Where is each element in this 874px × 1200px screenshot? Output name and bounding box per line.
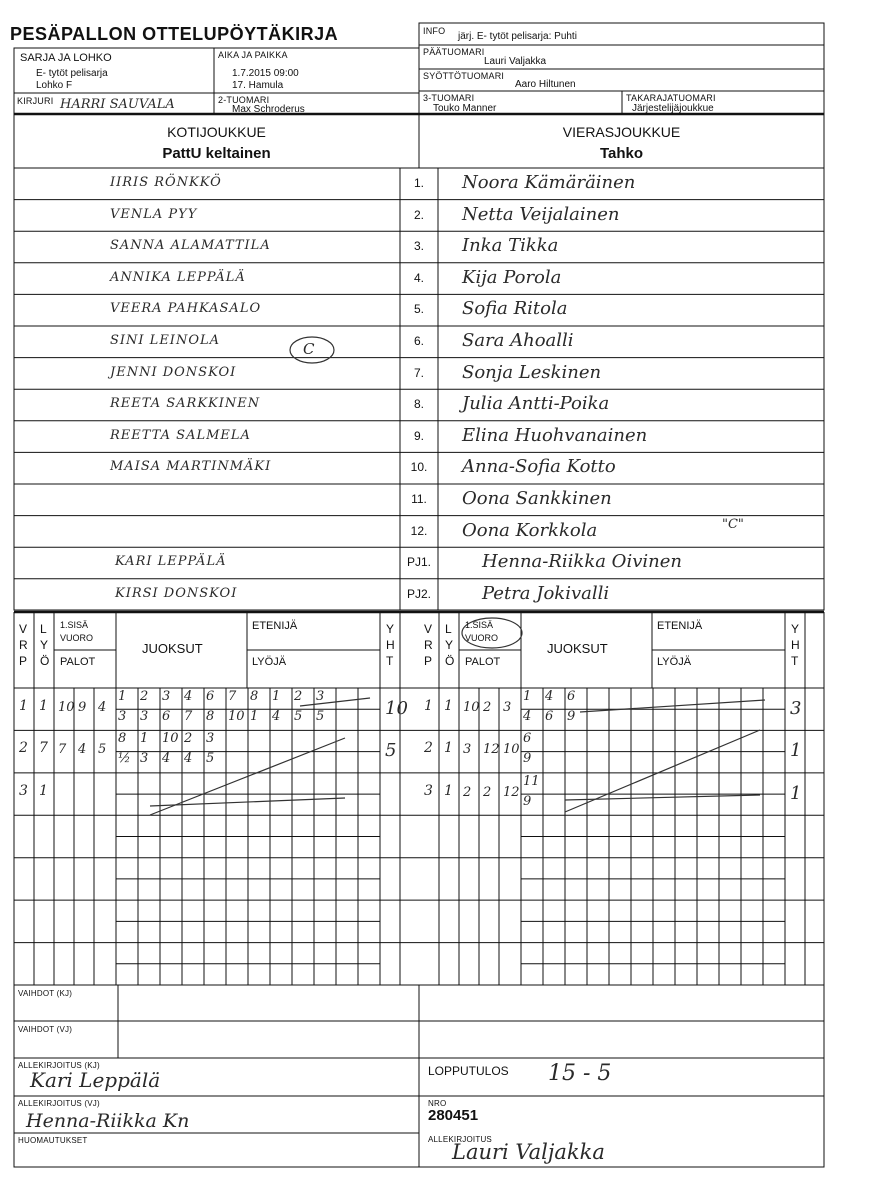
form-title: PESÄPALLON OTTELUPÖYTÄKIRJA <box>10 24 339 44</box>
inning-runner: 3 <box>316 689 325 704</box>
inning-number: 2 <box>19 740 28 757</box>
col-sisa: 1.SISÄ <box>60 620 89 630</box>
inning-ly: 1 <box>39 782 48 799</box>
inning-palot: 4 <box>78 742 87 758</box>
inning-hitter: 8 <box>206 709 215 724</box>
row-number: 4. <box>413 270 424 285</box>
notes-label: HUOMAUTUKSET <box>18 1136 88 1145</box>
away-player-name: Anna-Sofia Kotto <box>462 456 616 478</box>
row-number: 5. <box>413 302 424 317</box>
col-v: R <box>19 638 28 652</box>
inning-number: 1 <box>19 698 28 714</box>
home-player-name: MAISA MARTINMÄKI <box>110 459 272 475</box>
home-player-name: KIRSI DONSKOI <box>115 585 238 601</box>
inning-total: 3 <box>790 698 802 719</box>
umpire2-value: Max Schroderus <box>232 104 305 115</box>
col-l: Y <box>445 638 454 652</box>
inning-ly: 1 <box>444 740 453 757</box>
subs-home-label: VAIHDOT (KJ) <box>18 989 73 998</box>
col-lyoja: LYÖJÄ <box>252 656 287 668</box>
sign-value: Lauri Valjakka <box>452 1140 605 1164</box>
inning-hitter: 6 <box>545 709 554 724</box>
inning-palot: 10 <box>463 700 480 715</box>
home-player-name: SINI LEINOLA <box>110 333 220 348</box>
row-number: 8. <box>413 397 424 412</box>
home-player-name: ANNIKA LEPPÄLÄ <box>110 269 246 285</box>
inning-total: 1 <box>790 740 802 762</box>
back-umpire-value: Järjestelijäjoukkue <box>632 103 714 114</box>
pitch-umpire-label: SYÖTTÖTUOMARI <box>423 71 505 81</box>
inning-runner: 6 <box>523 731 532 747</box>
subs-away-label: VAIHDOT (VJ) <box>18 1025 73 1034</box>
away-player-name: Sofia Ritola <box>462 298 568 320</box>
inning-ly: 1 <box>39 698 48 714</box>
home-player-name: VEERA PAHKASALO <box>110 301 262 317</box>
sign-home-value: Kari Leppälä <box>30 1068 161 1092</box>
col-yht: Y <box>791 622 800 636</box>
away-player-name: Kija Porola <box>462 266 562 288</box>
col-v: R <box>424 638 433 652</box>
inning-runner: 6 <box>206 689 215 704</box>
col-l: L <box>445 622 452 636</box>
inning-runner: 1 <box>140 731 149 747</box>
umpire2-label: 2-TUOMARI <box>218 95 270 105</box>
inning-total: 5 <box>385 740 397 762</box>
inning-palot: 3 <box>463 742 472 758</box>
inning-runner: 1 <box>523 689 532 704</box>
inning-hitter: ½ <box>118 751 131 767</box>
sign-home-label: ALLEKIRJOITUS (KJ) <box>18 1061 100 1070</box>
inning-hitter: 5 <box>316 709 325 724</box>
row-number: 6. <box>413 334 424 348</box>
inning-hitter: 6 <box>162 709 171 724</box>
col-yht: H <box>386 638 395 652</box>
col-etenija: ETENIJÄ <box>252 620 298 632</box>
inning-ly: 7 <box>39 740 48 757</box>
inning-palot: 5 <box>98 742 107 758</box>
final-score: 15 - 5 <box>548 1061 612 1086</box>
col-l: Y <box>40 638 49 652</box>
col-juoksut: JUOKSUT <box>142 641 203 656</box>
home-team-name: PattU keltainen <box>162 145 271 162</box>
inning-runner: 10 <box>162 731 179 747</box>
home-player-name: SANNA ALAMATTILA <box>110 238 271 254</box>
away-player-name: Petra Jokivalli <box>482 582 610 604</box>
time-place-label: AIKA JA PAIKKA <box>218 50 288 60</box>
inning-palot: 3 <box>503 700 512 715</box>
inning-total: 1 <box>790 782 802 804</box>
inning-runner: 1 <box>118 689 127 704</box>
back-umpire-label: TAKARAJATUOMARI <box>626 93 716 103</box>
recorder-label: KIRJURI <box>17 96 54 106</box>
col-yht: T <box>791 654 799 668</box>
home-captain-mark: C <box>303 340 315 358</box>
col-lyoja: LYÖJÄ <box>657 656 692 668</box>
away-player-name: Oona Korkkola <box>462 519 598 541</box>
away-team-name: Tahko <box>599 145 644 162</box>
home-player-name: JENNI DONSKOI <box>110 364 237 380</box>
inning-runner: 1 <box>272 689 281 704</box>
inning-hitter: 9 <box>567 709 576 724</box>
inning-runner: 3 <box>162 689 171 704</box>
away-player-name: Netta Veijalainen <box>462 203 620 225</box>
inning-runner: 4 <box>184 689 193 704</box>
inning-palot: 7 <box>58 742 67 758</box>
away-player-name: Sara Ahoalli <box>462 330 574 351</box>
inning-ly: 1 <box>444 698 453 714</box>
col-sisa: 1.SISÄ <box>465 620 494 630</box>
inning-runner: 8 <box>250 689 259 704</box>
row-number: PJ1. <box>406 555 431 570</box>
inning-number: 2 <box>424 740 433 757</box>
inning-runner: 3 <box>206 731 215 747</box>
col-juoksut: JUOKSUT <box>547 641 608 656</box>
inning-runner: 2 <box>140 689 149 704</box>
info-label: INFO <box>423 26 446 36</box>
col-yht: H <box>791 638 800 652</box>
sign-label: ALLEKIRJOITUS <box>428 1135 492 1144</box>
row-number: PJ2. <box>406 586 431 601</box>
inning-hitter: 5 <box>206 751 215 767</box>
series-label: SARJA JA LOHKO <box>20 52 112 64</box>
col-v: V <box>424 622 433 636</box>
inning-hitter: 4 <box>184 751 193 767</box>
col-l: Ö <box>40 654 50 668</box>
date-value: 1.7.2015 09:00 <box>232 68 299 79</box>
inning-palot: 4 <box>98 700 107 715</box>
head-umpire-value: Lauri Valjakka <box>484 56 547 67</box>
series-value: E- tytöt pelisarja <box>36 68 108 79</box>
col-sisa: VUORO <box>60 633 94 643</box>
home-player-name: REETA SARKKINEN <box>110 396 261 412</box>
col-etenija: ETENIJÄ <box>657 620 703 632</box>
inning-palot: 10 <box>58 700 75 715</box>
home-player-name: IIRIS RÖNKKÖ <box>110 175 222 190</box>
inning-hitter: 3 <box>140 751 149 767</box>
inning-runner: 4 <box>545 689 554 704</box>
home-player-name: KARI LEPPÄLÄ <box>115 554 227 570</box>
col-l: Ö <box>445 654 455 668</box>
row-number: 11. <box>411 492 427 506</box>
inning-hitter: 4 <box>162 751 171 767</box>
home-player-name: REETTA SALMELA <box>110 427 251 443</box>
col-sisa: VUORO <box>465 633 499 643</box>
inning-hitter: 4 <box>272 709 281 724</box>
inning-palot: 2 <box>483 784 492 800</box>
inning-runner: 8 <box>118 731 127 747</box>
row-number: 1. <box>413 176 424 190</box>
col-palot: PALOT <box>465 656 501 668</box>
inning-runner: 6 <box>567 689 576 704</box>
away-player-name: Sonja Leskinen <box>462 361 602 383</box>
sign-away-label: ALLEKIRJOITUS (VJ) <box>18 1099 100 1108</box>
sign-away-value: Henna-Riikka Kn <box>26 1110 190 1132</box>
away-player-name: Julia Antti-Poika <box>462 393 610 415</box>
inning-hitter: 9 <box>523 751 532 767</box>
row-number: 3. <box>413 239 424 254</box>
col-v: P <box>19 654 28 668</box>
inning-runner: 2 <box>184 731 193 747</box>
away-player-name: Noora Kämäräinen <box>462 172 636 193</box>
inning-number: 3 <box>19 782 28 799</box>
group-value: Lohko F <box>36 80 73 91</box>
head-umpire-label: PÄÄTUOMARI <box>423 47 485 57</box>
umpire3-value: Touko Manner <box>433 103 497 114</box>
inning-total: 10 <box>385 698 408 719</box>
col-palot: PALOT <box>60 656 96 668</box>
row-number: 9. <box>413 428 424 443</box>
inning-runner: 7 <box>228 689 237 704</box>
inning-number: 3 <box>424 782 433 799</box>
away-player-name: Inka Tikka <box>462 235 559 257</box>
inning-ly: 1 <box>444 782 453 799</box>
inning-palot: 10 <box>503 742 520 758</box>
row-number: 10. <box>410 460 428 475</box>
final-label: LOPPUTULOS <box>428 1064 509 1078</box>
away-captain-mark: "C" <box>722 517 744 532</box>
row-number: 12. <box>410 523 428 538</box>
away-player-name: Oona Sankkinen <box>462 488 612 509</box>
recorder-value: HARRI SAUVALA <box>60 97 175 112</box>
nro-value: 280451 <box>428 1107 479 1124</box>
col-v: P <box>424 654 433 668</box>
inning-palot: 2 <box>483 700 492 715</box>
inning-hitter: 7 <box>184 709 193 724</box>
pitch-umpire-value: Aaro Hiltunen <box>515 79 576 90</box>
inning-hitter: 3 <box>140 709 149 724</box>
inning-hitter: 1 <box>250 709 259 724</box>
col-yht: Y <box>386 622 395 636</box>
inning-palot: 12 <box>503 784 520 800</box>
col-v: V <box>19 622 28 636</box>
inning-palot: 2 <box>463 784 472 800</box>
home-player-name: VENLA PYY <box>110 206 198 222</box>
row-number: 7. <box>413 365 424 380</box>
away-player-name: Henna-Riikka Oivinen <box>482 551 682 573</box>
inning-palot: 9 <box>78 700 87 715</box>
col-l: L <box>40 622 47 636</box>
home-label: KOTIJOUKKUE <box>167 124 266 140</box>
col-yht: T <box>386 654 394 668</box>
umpire3-label: 3-TUOMARI <box>423 93 475 103</box>
inning-runner: 2 <box>294 689 303 704</box>
row-number: 2. <box>413 207 424 222</box>
inning-runner: 11 <box>523 773 540 789</box>
inning-palot: 12 <box>483 742 500 758</box>
inning-number: 1 <box>424 698 433 714</box>
inning-hitter: 3 <box>118 709 127 724</box>
nro-label: NRO <box>428 1099 447 1108</box>
info-value: järj. E- tytöt pelisarja: Puhti <box>458 31 577 42</box>
inning-hitter: 9 <box>523 793 532 809</box>
inning-hitter: 5 <box>294 709 303 724</box>
away-player-name: Elina Huohvanainen <box>462 424 648 446</box>
inning-hitter: 10 <box>228 709 245 724</box>
away-label: VIERASJOUKKUE <box>562 124 681 140</box>
place-value: 17. Hamula <box>232 80 284 91</box>
inning-hitter: 4 <box>523 709 532 724</box>
